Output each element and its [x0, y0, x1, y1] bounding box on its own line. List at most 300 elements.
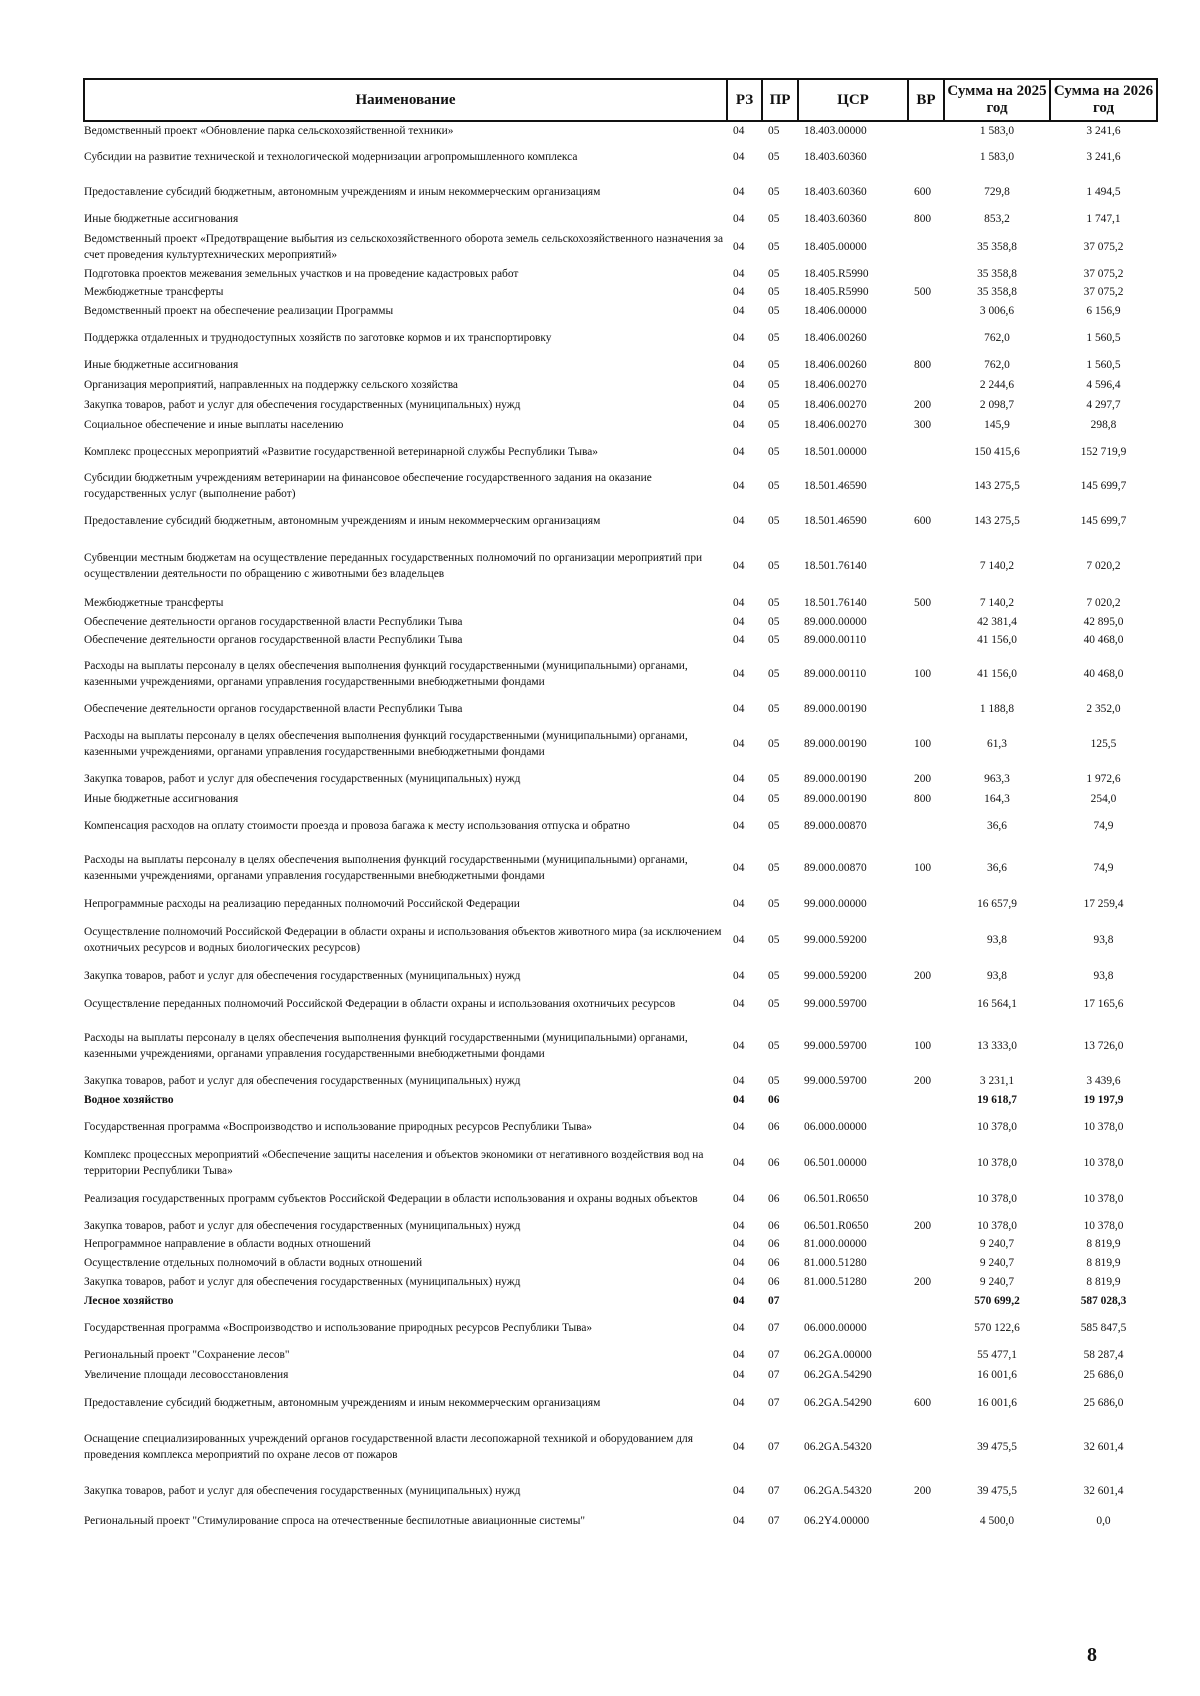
row-rz: 04 [733, 1441, 745, 1453]
row-name: Расходы на выплаты персоналу в целях обеспечения выполнения функций государственными (муниципальными) органами, казенными учреждениями, органами управления государственными внебюджетными фондами [84, 1032, 688, 1060]
row-vr: 800 [914, 793, 932, 805]
table-row [84, 1385, 1157, 1421]
row-vr [908, 699, 944, 719]
row-rz: 04 [733, 1322, 745, 1334]
row-name: Субвенции местным бюджетам на осуществление переданных государственных полномочий по организации мероприятий при осуществлении деятельности по обращению с животными без владельцев [84, 552, 703, 580]
row-vr [908, 1311, 944, 1345]
row-vr: 200 [914, 773, 932, 785]
row-pr: 05 [768, 186, 780, 198]
table-row [84, 175, 1157, 209]
row-name: Ведомственный проект «Обновление парка сельскохозяйственной техники» [84, 124, 454, 137]
row-pr: 05 [768, 1040, 780, 1052]
row-sum-2026: 25 686,0 [1083, 1397, 1124, 1409]
row-csr: 18.501.00000 [804, 446, 867, 458]
row-pr: 05 [768, 419, 780, 431]
row-sum-2025: 35 358,8 [977, 286, 1017, 298]
row-pr: 05 [768, 1075, 780, 1087]
table-row [84, 719, 1157, 769]
row-csr: 89.000.00000 [804, 616, 867, 628]
row-sum-2026: 1 494,5 [1086, 186, 1121, 198]
row-vr: 600 [914, 186, 932, 198]
row-rz: 04 [733, 151, 745, 163]
row-vr: 200 [914, 970, 932, 982]
row-name: Обеспечение деятельности органов государственной власти Республики Тыва [84, 703, 463, 715]
row-rz: 04 [733, 359, 745, 371]
row-vr [908, 375, 944, 395]
row-vr [908, 1421, 944, 1473]
row-sum-2026: 1 972,6 [1086, 773, 1121, 785]
row-sum-2025: 16 657,9 [977, 898, 1017, 910]
row-name: Ведомственный проект «Предотвращение выбытия из сельскохозяйственного оборота земель сельскохозяйственного назначения за счет проведения культуртехнических мероприятий» [84, 233, 724, 261]
row-rz: 04 [733, 616, 745, 628]
row-sum-2026: 0,0 [1096, 1515, 1111, 1527]
row-sum-2025: 762,0 [984, 332, 1010, 344]
row-vr [908, 265, 944, 283]
row-sum-2025: 7 140,2 [979, 597, 1015, 609]
row-sum-2025: 853,2 [984, 213, 1010, 225]
row-rz: 04 [733, 1193, 745, 1205]
table-row [84, 321, 1157, 355]
row-vr [908, 539, 944, 593]
row-sum-2026: 37 075,2 [1083, 241, 1124, 253]
row-vr: 100 [914, 1040, 932, 1052]
row-name: Водное хозяйство [84, 1094, 174, 1106]
row-pr: 05 [768, 820, 780, 832]
row-csr: 89.000.00110 [804, 668, 867, 680]
row-sum-2025: 145,9 [984, 419, 1010, 431]
row-pr: 07 [768, 1485, 780, 1497]
row-csr: 18.501.46590 [804, 515, 867, 527]
row-name: Непрограммное направление в области водных отношений [84, 1238, 371, 1250]
row-vr [908, 987, 944, 1021]
row-vr [908, 1181, 944, 1217]
row-name: Закупка товаров, работ и услуг для обеспечения государственных (муниципальных) нужд [84, 773, 521, 785]
row-vr [908, 1091, 944, 1109]
row-sum-2026: 10 378,0 [1083, 1157, 1124, 1169]
row-rz: 04 [733, 1121, 745, 1133]
row-pr: 05 [768, 399, 780, 411]
row-sum-2026: 93,8 [1093, 934, 1114, 946]
row-vr: 300 [914, 419, 932, 431]
row-csr: 18.405.00000 [804, 241, 867, 253]
row-sum-2025: 42 381,4 [977, 616, 1017, 628]
row-csr: 18.405.R5990 [804, 268, 869, 280]
row-csr: 89.000.00870 [804, 820, 867, 832]
row-name: Предоставление субсидий бюджетным, автономным учреждениям и иным некоммерческим организациям [84, 186, 601, 198]
row-sum-2026: 13 726,0 [1083, 1040, 1124, 1052]
row-pr: 07 [768, 1295, 780, 1307]
row-csr: 18.406.00260 [804, 359, 867, 371]
row-rz: 04 [733, 1295, 745, 1307]
row-name: Межбюджетные трансферты [84, 597, 224, 609]
row-vr [908, 469, 944, 503]
table-row [84, 1071, 1157, 1091]
row-pr: 05 [768, 286, 780, 298]
row-rz: 04 [733, 399, 745, 411]
row-name: Подготовка проектов межевания земельных участков и на проведение кадастровых работ [84, 268, 519, 280]
row-csr: 89.000.00110 [804, 634, 867, 646]
row-name: Комплекс процессных мероприятий «Развитие государственной ветеринарной службы Республики Тыва» [84, 446, 598, 458]
row-csr: 06.501.R0650 [804, 1193, 869, 1205]
row-vr: 600 [914, 1397, 932, 1409]
row-pr: 05 [768, 151, 780, 163]
table-row [84, 613, 1157, 631]
row-sum-2026: 40 468,0 [1083, 668, 1124, 680]
row-pr: 05 [768, 634, 780, 646]
row-sum-2025: 10 378,0 [977, 1121, 1017, 1133]
row-pr: 05 [768, 998, 780, 1010]
row-sum-2026: 4 297,7 [1086, 399, 1121, 411]
row-sum-2025: 61,3 [987, 738, 1007, 750]
row-sum-2026: 42 895,0 [1083, 616, 1124, 628]
row-sum-2026: 37 075,2 [1083, 286, 1124, 298]
row-pr: 06 [768, 1276, 780, 1288]
table-row [84, 699, 1157, 719]
row-name: Обеспечение деятельности органов государственной власти Республики Тыва [84, 634, 463, 646]
row-csr: 89.000.00870 [804, 862, 867, 874]
row-name: Увеличение площади лесовосстановления [84, 1369, 289, 1381]
table-row [84, 229, 1157, 265]
row-pr: 06 [768, 1094, 780, 1106]
table-row [84, 1145, 1157, 1181]
row-csr: 89.000.00190 [804, 738, 867, 750]
row-csr: 18.403.00000 [804, 124, 867, 137]
row-csr: 06.000.00000 [804, 1322, 867, 1334]
row-rz: 04 [733, 379, 745, 391]
row-sum-2025: 164,3 [984, 793, 1010, 805]
row-csr [798, 1291, 908, 1311]
row-sum-2026: 32 601,4 [1083, 1485, 1124, 1497]
table-row [84, 965, 1157, 987]
row-name: Межбюджетные трансферты [84, 286, 224, 298]
table-row [84, 1311, 1157, 1345]
row-csr: 06.501.R0650 [804, 1220, 869, 1232]
row-csr: 18.403.60360 [804, 213, 867, 225]
row-pr: 07 [768, 1441, 780, 1453]
table-row [84, 1365, 1157, 1385]
table-row [84, 789, 1157, 809]
row-sum-2026: 8 819,9 [1086, 1238, 1121, 1250]
row-sum-2025: 762,0 [984, 359, 1010, 371]
header-pr: ПР [762, 79, 798, 121]
row-csr: 99.000.59700 [804, 1040, 867, 1052]
row-rz: 04 [733, 934, 745, 946]
table-row [84, 539, 1157, 593]
table-row [84, 1109, 1157, 1145]
table-row [84, 121, 1157, 139]
row-sum-2025: 10 378,0 [977, 1193, 1017, 1205]
row-rz: 04 [733, 241, 745, 253]
table-row [84, 593, 1157, 613]
row-vr [908, 301, 944, 321]
row-csr: 06.000.00000 [804, 1121, 867, 1133]
row-pr: 05 [768, 703, 780, 715]
row-name: Осуществление полномочий Российской Федерации в области охраны и использования объектов животного мира (за исключением охотничьих ресурсов и водных биологических ресурсов) [84, 926, 722, 954]
row-vr [908, 1509, 944, 1533]
row-sum-2025: 3 006,6 [979, 305, 1015, 317]
row-rz: 04 [733, 862, 745, 874]
table-row [84, 843, 1157, 893]
row-csr: 81.000.51280 [804, 1257, 867, 1269]
row-pr: 05 [768, 597, 780, 609]
table-row [84, 1235, 1157, 1253]
row-pr: 05 [768, 898, 780, 910]
row-rz: 04 [733, 1257, 745, 1269]
row-vr [908, 1109, 944, 1145]
row-rz: 04 [733, 820, 745, 832]
row-rz: 04 [733, 419, 745, 431]
row-csr: 06.2GA.54290 [804, 1397, 872, 1409]
row-vr: 200 [914, 1075, 932, 1087]
row-vr: 500 [914, 286, 932, 298]
row-pr: 05 [768, 446, 780, 458]
row-pr: 05 [768, 268, 780, 280]
row-sum-2025: 963,3 [984, 773, 1010, 785]
row-sum-2025: 9 240,7 [979, 1238, 1015, 1250]
row-vr [908, 435, 944, 469]
table-row [84, 987, 1157, 1021]
row-csr: 89.000.00190 [804, 703, 867, 715]
row-sum-2025: 9 240,7 [979, 1276, 1015, 1288]
row-rz: 04 [733, 560, 745, 572]
row-rz: 04 [733, 268, 745, 280]
row-sum-2026: 152 719,9 [1080, 446, 1127, 458]
row-sum-2026: 32 601,4 [1083, 1441, 1124, 1453]
row-name: Организация мероприятий, направленных на поддержку сельского хозяйства [84, 379, 458, 391]
row-rz: 04 [733, 1515, 745, 1527]
row-rz: 04 [733, 1349, 745, 1361]
row-csr: 06.501.00000 [804, 1157, 867, 1169]
row-vr: 200 [914, 399, 932, 411]
table-row [84, 503, 1157, 539]
row-sum-2026: 4 596,4 [1086, 379, 1121, 391]
row-pr: 05 [768, 616, 780, 628]
row-sum-2025: 570 122,6 [974, 1322, 1020, 1334]
row-csr: 06.2GA.00000 [804, 1349, 872, 1361]
row-rz: 04 [733, 286, 745, 298]
row-sum-2025: 35 358,8 [977, 241, 1017, 253]
row-sum-2025: 36,6 [987, 862, 1007, 874]
table-header [84, 79, 1157, 121]
page-number: 8 [1087, 1644, 1097, 1666]
row-csr: 18.501.46590 [804, 480, 867, 492]
header-csr: ЦСР [798, 79, 908, 121]
section-row [84, 1291, 1157, 1311]
row-vr: 200 [914, 1276, 932, 1288]
table-row [84, 395, 1157, 415]
row-sum-2025: 1 188,8 [979, 703, 1015, 715]
row-pr: 06 [768, 1238, 780, 1250]
row-rz: 04 [733, 124, 745, 137]
table-row [84, 1509, 1157, 1533]
row-rz: 04 [733, 332, 745, 344]
row-sum-2026: 7 020,2 [1086, 597, 1121, 609]
row-pr: 07 [768, 1322, 780, 1334]
row-name: Субсидии на развитие технической и технологической модернизации агропромышленного комплекса [84, 151, 578, 163]
row-sum-2026: 3 439,6 [1086, 1075, 1121, 1087]
row-sum-2026: 585 847,5 [1080, 1322, 1127, 1334]
table-row [84, 209, 1157, 229]
row-rz: 04 [733, 773, 745, 785]
row-sum-2025: 16 001,6 [977, 1397, 1017, 1409]
row-pr: 07 [768, 1397, 780, 1409]
row-sum-2025: 143 275,5 [974, 515, 1020, 527]
row-csr: 18.406.00270 [804, 419, 867, 431]
table-row [84, 893, 1157, 915]
row-vr: 100 [914, 738, 932, 750]
row-sum-2026: 25 686,0 [1083, 1369, 1124, 1381]
row-rz: 04 [733, 668, 745, 680]
row-vr: 500 [914, 597, 932, 609]
table-row [84, 1217, 1157, 1235]
row-sum-2025: 2 098,7 [979, 399, 1015, 411]
table-row [84, 769, 1157, 789]
row-rz: 04 [733, 1075, 745, 1087]
row-sum-2026: 74,9 [1093, 862, 1114, 874]
row-rz: 04 [733, 1397, 745, 1409]
row-name: Обеспечение деятельности органов государственной власти Республики Тыва [84, 616, 463, 628]
header-vr: ВР [908, 79, 944, 121]
table-row [84, 435, 1157, 469]
row-name: Реализация государственных программ субъектов Российской Федерации в области использования и охраны водных объектов [84, 1193, 698, 1205]
table-row [84, 265, 1157, 283]
row-csr: 18.403.60360 [804, 186, 867, 198]
row-sum-2025: 150 415,6 [974, 446, 1020, 458]
row-pr: 06 [768, 1157, 780, 1169]
row-pr: 05 [768, 332, 780, 344]
row-csr: 06.2GA.54290 [804, 1369, 872, 1381]
row-csr: 18.406.00260 [804, 332, 867, 344]
row-csr: 18.406.00270 [804, 379, 867, 391]
table-row [84, 1021, 1157, 1071]
row-rz: 04 [733, 1369, 745, 1381]
row-sum-2026: 37 075,2 [1083, 268, 1124, 280]
row-sum-2026: 3 241,6 [1086, 151, 1121, 163]
row-sum-2026: 8 819,9 [1086, 1257, 1121, 1269]
row-sum-2026: 145 699,7 [1080, 480, 1127, 492]
row-pr: 05 [768, 305, 780, 317]
row-sum-2025: 10 378,0 [977, 1157, 1017, 1169]
row-sum-2025: 39 475,5 [977, 1441, 1017, 1453]
row-name: Расходы на выплаты персоналу в целях обеспечения выполнения функций государственными (муниципальными) органами, казенными учреждениями, органами управления государственными внебюджетными фондами [84, 730, 688, 758]
row-sum-2026: 145 699,7 [1080, 515, 1127, 527]
row-sum-2026: 93,8 [1093, 970, 1114, 982]
row-csr: 81.000.51280 [804, 1276, 867, 1288]
row-sum-2025: 4 500,0 [979, 1515, 1015, 1527]
table-row [84, 1345, 1157, 1365]
row-pr: 05 [768, 213, 780, 225]
row-sum-2025: 2 244,6 [979, 379, 1015, 391]
table-row [84, 301, 1157, 321]
row-vr [908, 1365, 944, 1385]
row-sum-2025: 1 583,0 [979, 151, 1015, 163]
row-name: Закупка товаров, работ и услуг для обеспечения государственных (муниципальных) нужд [84, 1485, 521, 1497]
row-sum-2025: 19 618,7 [977, 1094, 1017, 1106]
row-name: Иные бюджетные ассигнования [84, 793, 239, 805]
row-sum-2026: 74,9 [1093, 820, 1114, 832]
row-name: Предоставление субсидий бюджетным, автономным учреждениям и иным некоммерческим организациям [84, 515, 601, 527]
row-rz: 04 [733, 1485, 745, 1497]
table-body [84, 121, 1157, 1533]
row-sum-2026: 254,0 [1090, 793, 1117, 805]
row-pr: 05 [768, 773, 780, 785]
row-sum-2026: 17 259,4 [1083, 898, 1124, 910]
row-vr [908, 915, 944, 965]
table-row [84, 469, 1157, 503]
table-row [84, 1273, 1157, 1291]
row-pr: 05 [768, 793, 780, 805]
row-pr: 05 [768, 668, 780, 680]
row-name: Социальное обеспечение и иные выплаты населению [84, 419, 344, 431]
row-pr: 05 [768, 934, 780, 946]
row-name: Региональный проект "Стимулирование спроса на отечественные беспилотные авиационные системы" [84, 1515, 586, 1527]
row-pr: 05 [768, 379, 780, 391]
row-sum-2025: 93,8 [987, 970, 1007, 982]
row-csr: 18.403.60360 [804, 151, 867, 163]
row-name: Предоставление субсидий бюджетным, автономным учреждениям и иным некоммерческим организациям [84, 1397, 601, 1409]
row-rz: 04 [733, 305, 745, 317]
row-pr: 05 [768, 970, 780, 982]
row-sum-2025: 729,8 [984, 186, 1010, 198]
row-pr: 05 [768, 862, 780, 874]
row-rz: 04 [733, 597, 745, 609]
row-csr: 06.2GA.54320 [804, 1441, 872, 1453]
row-vr [908, 631, 944, 649]
row-sum-2025: 55 477,1 [977, 1349, 1017, 1361]
row-vr: 200 [914, 1485, 932, 1497]
row-vr: 200 [914, 1220, 932, 1232]
row-name: Субсидии бюджетным учреждениям ветеринарии на финансовое обеспечение государственного задания на оказание государственных услуг (выполнение работ) [84, 472, 652, 500]
row-name: Осуществление переданных полномочий Российской Федерации в области охраны и использования охотничьих ресурсов [84, 998, 676, 1010]
row-pr: 06 [768, 1257, 780, 1269]
row-name: Компенсация расходов на оплату стоимости проезда и провоза багажа к месту использования отпуска и обратно [84, 820, 630, 832]
row-csr: 89.000.00190 [804, 773, 867, 785]
row-sum-2025: 9 240,7 [979, 1257, 1015, 1269]
row-pr: 06 [768, 1121, 780, 1133]
row-rz: 04 [733, 634, 745, 646]
row-csr: 99.000.59700 [804, 998, 867, 1010]
row-rz: 04 [733, 480, 745, 492]
row-sum-2026: 6 156,9 [1086, 305, 1121, 317]
budget-table [83, 78, 1158, 1533]
row-sum-2025: 1 583,0 [979, 124, 1015, 137]
row-name: Государственная программа «Воспроизводство и использование природных ресурсов Республики Тыва» [84, 1121, 593, 1133]
row-vr [908, 809, 944, 843]
row-sum-2026: 7 020,2 [1086, 560, 1121, 572]
row-name: Расходы на выплаты персоналу в целях обеспечения выполнения функций государственными (муниципальными) органами, казенными учреждениями, органами управления государственными внебюджетными фондами [84, 854, 688, 882]
row-name: Непрограммные расходы на реализацию переданных полномочий Российской Федерации [84, 898, 520, 910]
row-sum-2025: 93,8 [987, 934, 1007, 946]
table-row [84, 1473, 1157, 1509]
table-row [84, 355, 1157, 375]
table-row [84, 649, 1157, 699]
row-sum-2026: 125,5 [1090, 738, 1117, 750]
row-name: Поддержка отдаленных и труднодоступных хозяйств по заготовке кормов и их транспортировку [84, 332, 552, 344]
row-pr: 05 [768, 480, 780, 492]
row-sum-2026: 1 747,1 [1086, 213, 1121, 225]
row-csr: 18.406.00270 [804, 399, 867, 411]
section-row [84, 1091, 1157, 1109]
row-pr: 06 [768, 1193, 780, 1205]
row-rz: 04 [733, 1220, 745, 1232]
row-sum-2026: 19 197,9 [1083, 1094, 1124, 1106]
row-vr [908, 613, 944, 631]
row-name: Региональный проект "Сохранение лесов" [84, 1349, 290, 1361]
row-sum-2025: 41 156,0 [977, 634, 1017, 646]
row-csr: 99.000.00000 [804, 898, 867, 910]
row-sum-2025: 570 699,2 [974, 1295, 1020, 1307]
row-csr: 18.406.00000 [804, 305, 867, 317]
